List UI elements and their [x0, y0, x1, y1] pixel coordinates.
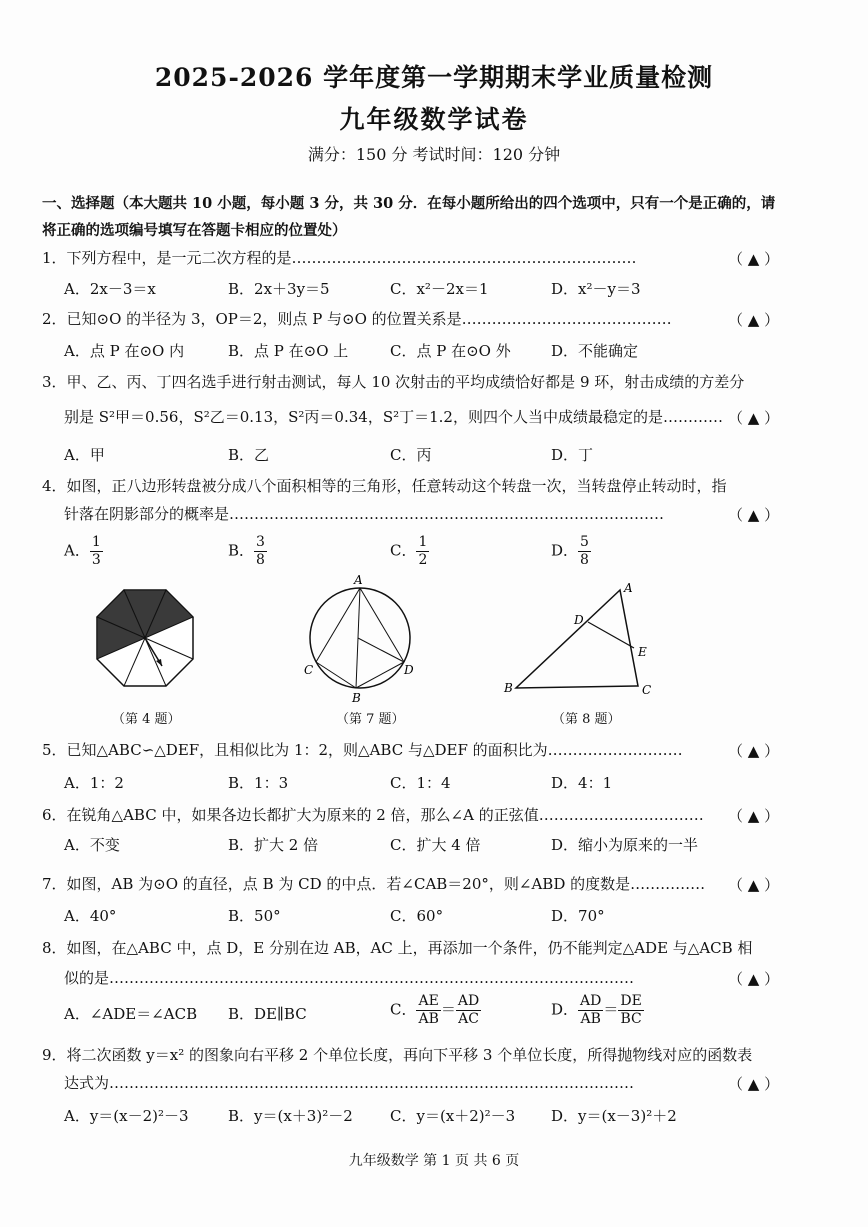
q3-option-d: D．丁	[551, 446, 594, 464]
q9-option-a: A．y＝(x－2)²－3	[64, 1107, 189, 1125]
q4-option-a: A． $\frac{1}{3}$	[64, 534, 101, 568]
section-heading: 一、选择题（本大题共 10 小题，每小题 3 分，共 30 分．在每小题所给出的四个选项中，只有一个是正确的，请将正确的选项编号填写在答题卡相应的位置处）	[42, 195, 776, 239]
q6-option-b: B．扩大 2 倍	[228, 836, 319, 854]
q5-option-c: C．1：4	[390, 774, 451, 792]
q7-option-b: B．50°	[228, 907, 281, 925]
fig4-octagon-spinner	[90, 582, 200, 694]
q8-option-c: C． $\frac{AE}{AB}$ ＝ $\frac{AD}{AC}$	[390, 993, 480, 1027]
q5-option-d: D．4：1	[551, 774, 613, 792]
q1-option-b: B．2x＋3y＝5	[228, 280, 330, 298]
q5-option-a: A．1：2	[64, 774, 124, 792]
fig8-label-c: C	[642, 683, 652, 697]
fig8-triangle-diagram	[500, 578, 660, 700]
q4-option-c: C． $\frac{1}{2}$	[390, 534, 428, 568]
q8-answer-mark: （ ▲ ）	[728, 970, 780, 988]
exam-title: 2025-2026 学年度第一学期期末学业质量检测	[154, 63, 714, 92]
q5-stem: 5．已知△ABC∽△DEF，且相似比为 1：2，则△ABC 与△DEF 的面积比为………………………	[42, 741, 683, 759]
q7-option-c: C．60°	[390, 907, 444, 925]
q7-stem: 7．如图，AB 为⊙O 的直径，点 B 为 CD 的中点．若∠CAB＝20°，则∠ABD 的度数是……………	[42, 875, 706, 893]
fig7-label-b: B	[352, 691, 361, 704]
q9-option-d: D．y＝(x－3)²＋2	[551, 1107, 677, 1125]
q1-option-a: A．2x－3＝x	[64, 280, 156, 298]
q3-answer-mark: （ ▲ ）	[728, 409, 780, 427]
q2-option-c: C．点 P 在⊙O 外	[390, 342, 511, 360]
fig7-label-c: C	[304, 663, 314, 677]
q2-answer-mark: （ ▲ ）	[728, 311, 780, 329]
q8-stem-line2: 似的是……………………………………………………………………………………………	[64, 969, 635, 987]
q3-option-c: C．丙	[390, 446, 432, 464]
q1-option-d: D．x²－y＝3	[551, 280, 641, 298]
q3-stem-line2: 别是 S²甲＝0.56，S²乙＝0.13，S²丙＝0.34，S²丁＝1.2，则四个人当中成绩最稳定的是…………	[64, 408, 723, 426]
q9-stem-line1: 9．将二次函数 y＝x² 的图象向右平移 2 个单位长度，再向下平移 3 个单位长度，所得抛物线对应的函数表	[42, 1046, 753, 1064]
q8-option-d: D． $\frac{AD}{AB}$ ＝ $\frac{DE}{BC}$	[551, 993, 642, 1027]
q1-answer-mark: （ ▲ ）	[728, 250, 780, 268]
q3-option-b: B．乙	[228, 446, 270, 464]
q9-option-b: B．y＝(x＋3)²－2	[228, 1107, 353, 1125]
q8-stem-line1: 8．如图，在△ABC 中，点 D，E 分别在边 AB，AC 上，再添加一个条件，仍不能判定△ADE 与△ACB 相	[42, 939, 753, 957]
q4-option-d: D． $\frac{5}{8}$	[551, 534, 589, 568]
q2-option-a: A．点 P 在⊙O 内	[64, 342, 185, 360]
q8-option-a: A．∠ADE＝∠ACB	[64, 1005, 198, 1023]
q4-option-b: B． $\frac{3}{8}$	[228, 534, 265, 568]
fig4-caption: （第 4 题）	[112, 712, 181, 727]
q5-answer-mark: （ ▲ ）	[728, 742, 780, 760]
q9-option-c: C．y＝(x＋2)²－3	[390, 1107, 516, 1125]
fig8-label-d: D	[574, 613, 584, 627]
q1-option-c: C．x²－2x＝1	[390, 280, 489, 298]
q6-option-d: D．缩小为原来的一半	[551, 836, 699, 854]
fig8-label-e: E	[638, 645, 647, 659]
q4-stem-line2: 针落在阴影部分的概率是……………………………………………………………………………	[64, 505, 665, 523]
fig7-caption: （第 7 题）	[336, 712, 405, 727]
exam-subtitle: 九年级数学试卷	[339, 105, 529, 134]
q7-option-a: A．40°	[64, 907, 117, 925]
q6-stem: 6．在锐角△ABC 中，如果各边长都扩大为原来的 2 倍，那么∠A 的正弦值……………………………	[42, 806, 704, 824]
page-footer: 九年级数学 第 1 页 共 6 页	[348, 1153, 520, 1169]
q9-answer-mark: （ ▲ ）	[728, 1075, 780, 1093]
q2-option-d: D．不能确定	[551, 342, 639, 360]
q7-answer-mark: （ ▲ ）	[728, 876, 780, 894]
q2-stem: 2．已知⊙O 的半径为 3，OP＝2，则点 P 与⊙O 的位置关系是……………………………………	[42, 310, 672, 328]
q8-option-b: B．DE∥BC	[228, 1005, 307, 1023]
q6-answer-mark: （ ▲ ）	[728, 807, 780, 825]
q5-option-b: B．1：3	[228, 774, 289, 792]
q7-option-d: D．70°	[551, 907, 605, 925]
q9-stem-line2: 达式为……………………………………………………………………………………………	[64, 1074, 635, 1092]
exam-info: 满分：150 分 考试时间：120 分钟	[307, 145, 561, 164]
q6-option-c: C．扩大 4 倍	[390, 836, 481, 854]
fig7-label-d: D	[404, 663, 414, 677]
fig8-label-a: A	[624, 581, 633, 595]
fig8-label-b: B	[504, 681, 513, 695]
fig7-circle-diagram	[300, 574, 420, 704]
q2-option-b: B．点 P 在⊙O 上	[228, 342, 349, 360]
fig8-caption: （第 8 题）	[552, 712, 621, 727]
fig7-label-a: A	[354, 574, 363, 587]
q4-stem-line1: 4．如图，正八边形转盘被分成八个面积相等的三角形，任意转动这个转盘一次，当转盘停止转动时，指	[42, 477, 727, 495]
q4-answer-mark: （ ▲ ）	[728, 506, 780, 524]
q6-option-a: A．不变	[64, 836, 120, 854]
q3-option-a: A．甲	[64, 446, 105, 464]
q1-stem: 1．下列方程中，是一元二次方程的是……………………………………………………………	[42, 249, 637, 267]
q3-stem-line1: 3．甲、乙、丙、丁四名选手进行射击测试，每人 10 次射击的平均成绩恰好都是 9 环，射击成绩的方差分	[42, 373, 745, 391]
